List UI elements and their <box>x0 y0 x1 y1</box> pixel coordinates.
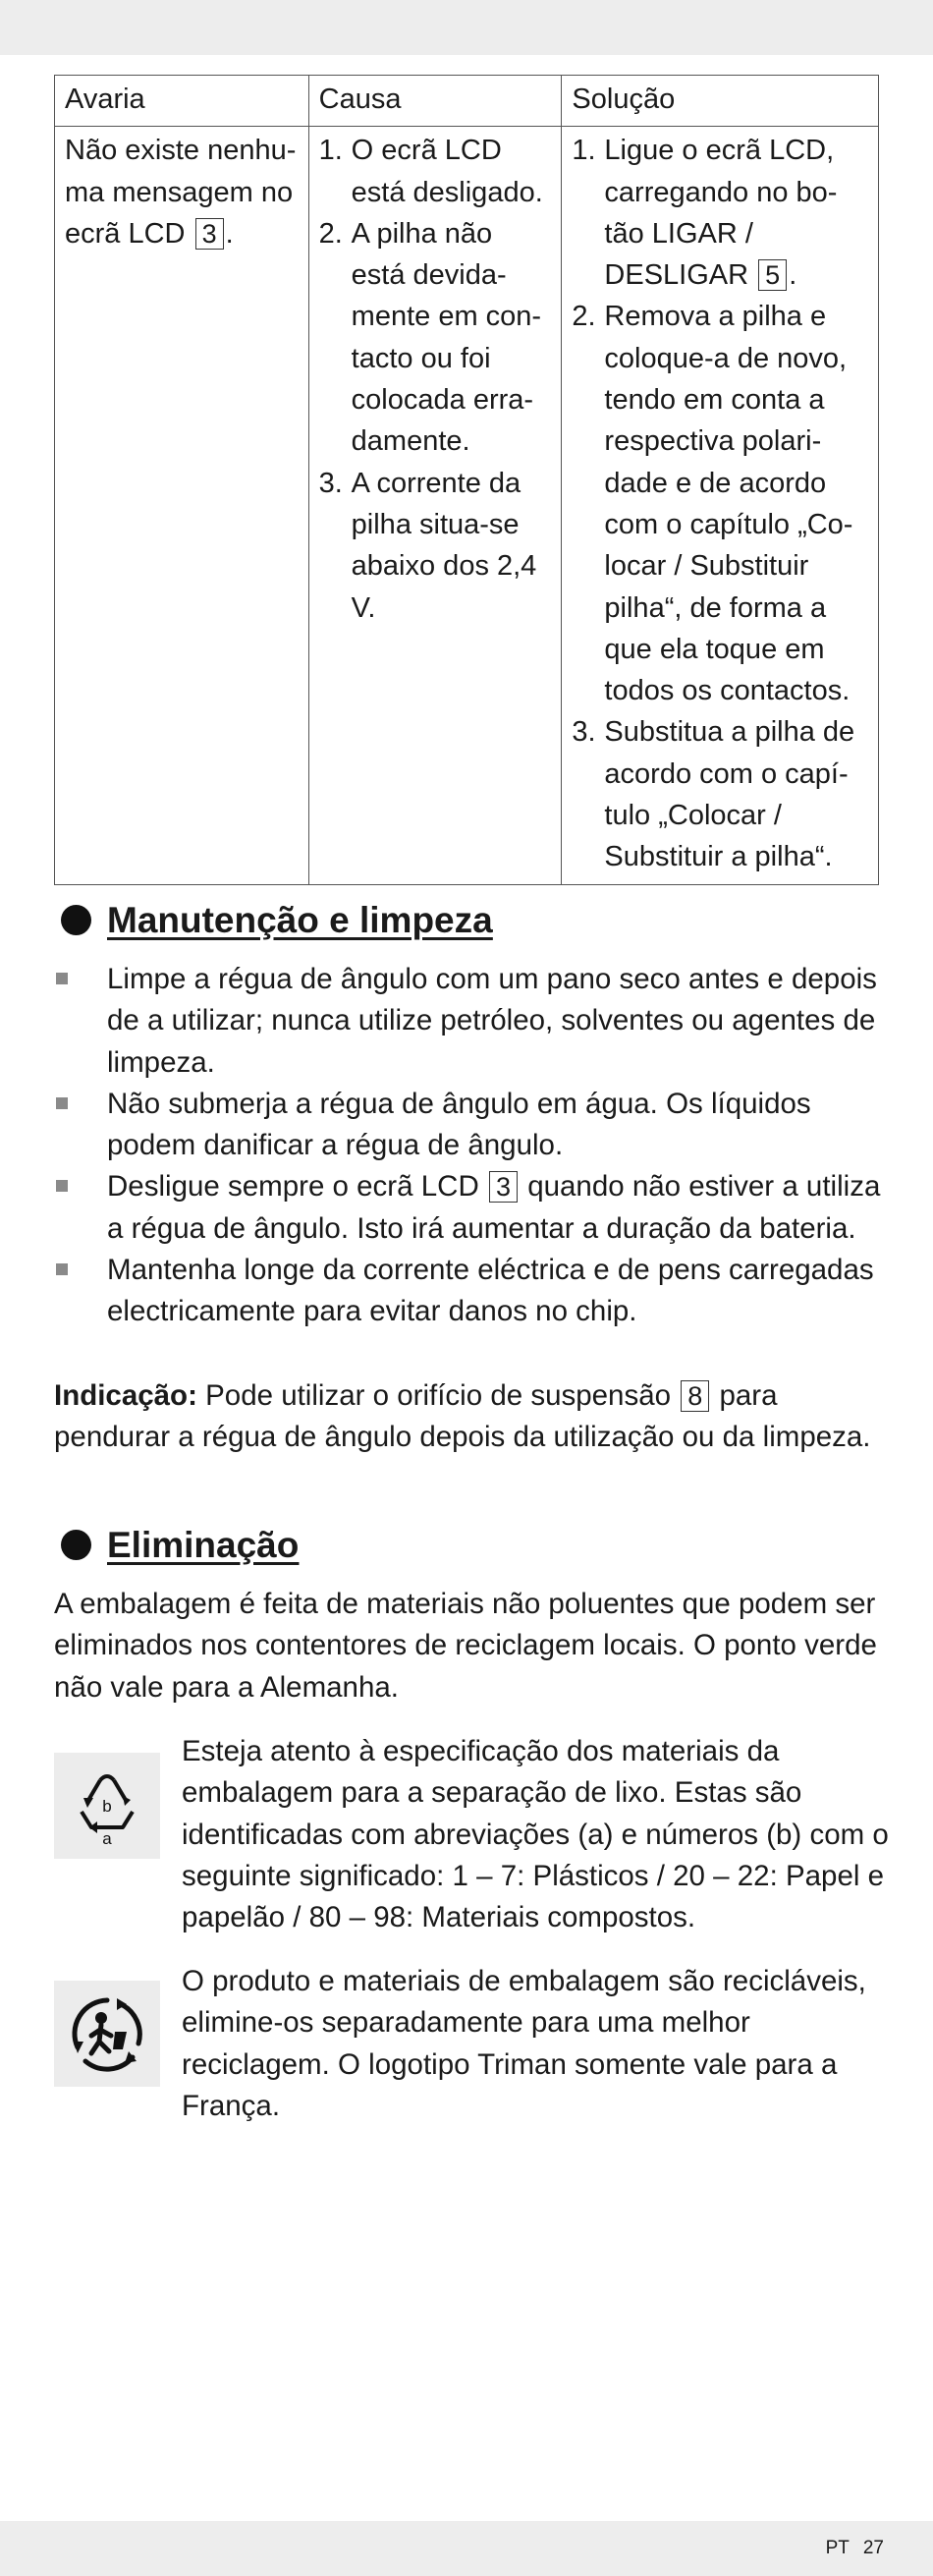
top-margin-bar <box>0 0 933 55</box>
recycling-triangle-svg <box>68 1766 146 1845</box>
solution-text: Ligue o ecrã LCD, carregando no bo-tão LIGAR / DESLIGAR <box>604 135 838 292</box>
square-bullet-icon <box>56 1180 68 1192</box>
solution-end: . <box>789 259 797 292</box>
bullet-text-cont: quando não estiver a utiliza a régua de ângulo. Isto irá aumentar a duração da bateria. <box>107 1170 881 1245</box>
bottom-margin-bar <box>0 2521 933 2576</box>
header-causa: Causa <box>308 76 562 127</box>
square-bullet-icon <box>56 973 68 984</box>
recycle-description: Esteja atento à especificação dos materiais da embalagem para a separação de lixo. Estas são identificadas com abreviações (a) e números (b) com o seguinte significado: 1 – 7: Plásticos / 20 – 22: Papel e papelão / 80 – 98: Materiais compostos. <box>182 1735 889 1934</box>
triman-logo-svg <box>66 1992 148 2075</box>
solution-number: 1. <box>572 135 596 167</box>
footer-language: PT <box>825 2538 850 2558</box>
list-item <box>54 1166 889 1250</box>
solution-cell <box>562 127 879 884</box>
note-paragraph <box>54 1375 889 1459</box>
disposal-heading <box>61 1525 299 1566</box>
list-item <box>54 1084 889 1167</box>
bullet-dot-icon <box>61 1530 91 1560</box>
cause-item <box>319 130 552 213</box>
cause-number: 3. <box>318 467 343 499</box>
maintenance-title: Manutenção e limpeza <box>107 900 493 940</box>
bullet-text: Mantenha longe da corrente eléctrica e de pens carregadas electricamente para evitar danos no chip. <box>107 1254 874 1328</box>
bullet-text: Limpe a régua de ângulo com um pano seco antes e depois de a utilizar; nunca utilize petróleo, solventes ou agentes de limpeza. <box>107 963 877 1079</box>
solution-item <box>572 711 868 877</box>
disposal-title: Eliminação <box>107 1525 300 1565</box>
cause-text: A pilha não está devida-mente em con-tacto ou foi colocada erra-damente. <box>351 217 542 458</box>
maintenance-list <box>54 959 889 1333</box>
bullet-text: Desligue sempre o ecrã LCD <box>107 1170 479 1204</box>
cause-cell <box>308 127 562 884</box>
square-bullet-icon <box>56 1263 68 1275</box>
triman-description: O produto e materiais de embalagem são recicláveis, elimine-os separadamente para uma melhor reciclagem. O logotipo Triman somente vale para a França. <box>182 1965 866 2122</box>
square-bullet-icon <box>56 1097 68 1109</box>
fault-cell <box>55 127 309 884</box>
solution-item <box>572 296 868 711</box>
bullet-text: Não submerja a régua de ângulo em água. Os líquidos podem danificar a régua de ângulo. <box>107 1087 811 1162</box>
cause-list <box>319 130 552 629</box>
cause-number: 2. <box>318 217 343 250</box>
header-avaria: Avaria <box>55 76 309 127</box>
solution-list <box>572 130 868 877</box>
cause-text: O ecrã LCD está desligado. <box>351 135 543 208</box>
troubleshooting-table <box>54 75 879 885</box>
cause-item <box>319 213 552 463</box>
solution-number: 3. <box>572 716 596 749</box>
reference-number: 5 <box>758 259 787 291</box>
solution-text: Remova a pilha e coloque-a de novo, tendo em conta a respectiva polari-dade e de acordo com o capítulo „Co-locar / Substituir pilha“, de forma a que ela toque em todos os contactos. <box>604 301 853 707</box>
maintenance-heading <box>61 900 493 941</box>
note-text: Pode utilizar o orifício de suspensão <box>205 1379 672 1412</box>
triman-logo-icon <box>54 1981 160 2087</box>
recycle-letter-a: a <box>102 1829 112 1845</box>
table-header-row <box>55 76 879 127</box>
header-solucao: Solução <box>562 76 879 127</box>
solution-number: 2. <box>572 301 596 333</box>
note-text-cont: para pendurar a régua de ângulo depois da utilização ou da limpeza. <box>54 1379 871 1454</box>
solution-text: Substitua a pilha de acordo com o capí-tulo „Colocar / Substituir a pilha“. <box>604 716 855 873</box>
reference-number: 3 <box>489 1171 518 1203</box>
fault-text: Não existe nenhu-ma mensagem no ecrã LCD <box>65 135 297 250</box>
list-item <box>54 1250 889 1333</box>
cause-number: 1. <box>318 135 343 167</box>
bullet-dot-icon <box>61 905 91 935</box>
list-item <box>54 959 889 1084</box>
recycle-letter-b: b <box>102 1797 112 1816</box>
page-number: 27 <box>862 2538 884 2558</box>
solution-item <box>572 130 868 296</box>
cause-item <box>319 463 552 629</box>
disposal-intro: A embalagem é feita de materiais não poluentes que podem ser eliminados nos contentores de reciclagem locais. O ponto verde não vale para a Alemanha. <box>54 1588 877 1704</box>
fault-end: . <box>225 217 234 250</box>
reference-number: 8 <box>681 1380 709 1412</box>
note-label: Indicação: <box>54 1379 197 1412</box>
table-row <box>55 127 879 884</box>
reference-number: 3 <box>195 218 224 250</box>
page-footer <box>812 2521 884 2576</box>
recycling-triangle-icon <box>54 1753 160 1859</box>
cause-text: A corrente da pilha situa-se abaixo dos 2,4 V. <box>351 467 537 624</box>
